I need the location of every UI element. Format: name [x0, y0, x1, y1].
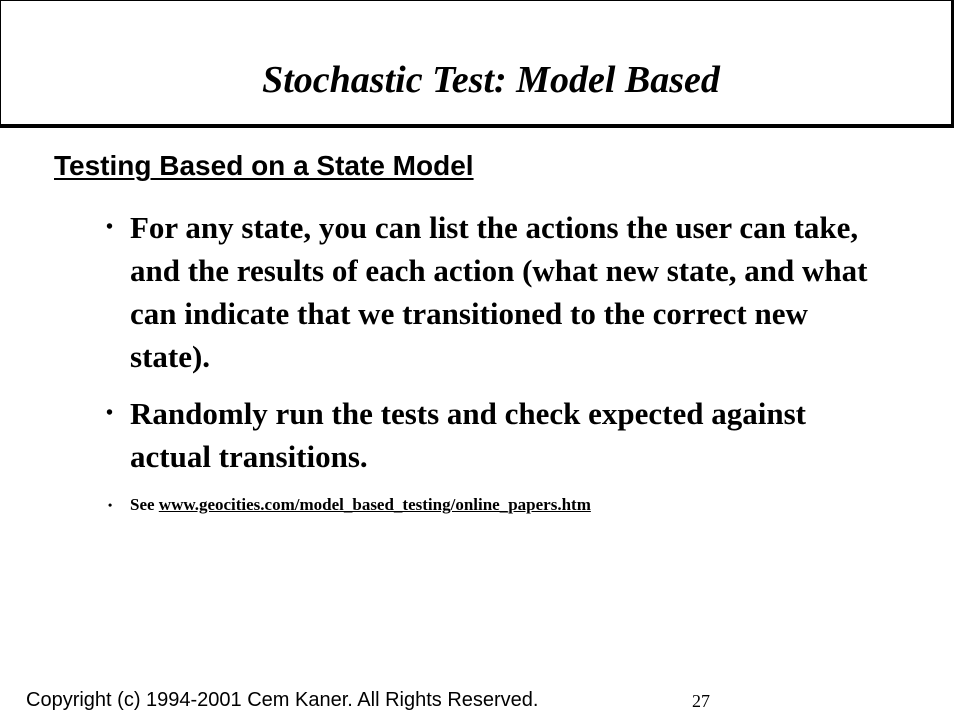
page-number: 27: [692, 691, 710, 711]
see-prefix: See: [130, 495, 155, 514]
bullet-list: [0, 206, 960, 516]
reference-link[interactable]: www.geocities.com/model_based_testing/online_papers.htm: [158, 495, 591, 514]
copyright-footer: Copyright (c) 1994-2001 Cem Kaner. All Rights Reserved.: [26, 689, 539, 711]
slide-subtitle: Testing Based on a State Model: [54, 150, 474, 181]
bullet-text: Randomly run the tests and check expected against actual transitions.: [130, 396, 806, 474]
bullet-item-reference: [0, 494, 960, 516]
title-box: [0, 0, 954, 128]
bullet-item: [0, 392, 960, 478]
bullet-text: For any state, you can list the actions the user can take, and the results of each action (what new state, and what can indicate that we transitioned to the correct new state).: [130, 210, 868, 374]
reference-text: [130, 494, 960, 516]
bullet-dot-icon: •: [106, 402, 114, 424]
bullet-dot-icon: •: [108, 498, 113, 512]
bullet-dot-icon: •: [106, 216, 114, 238]
bullet-item: [0, 206, 960, 378]
slide-title: Stochastic Test: Model Based: [262, 59, 720, 101]
